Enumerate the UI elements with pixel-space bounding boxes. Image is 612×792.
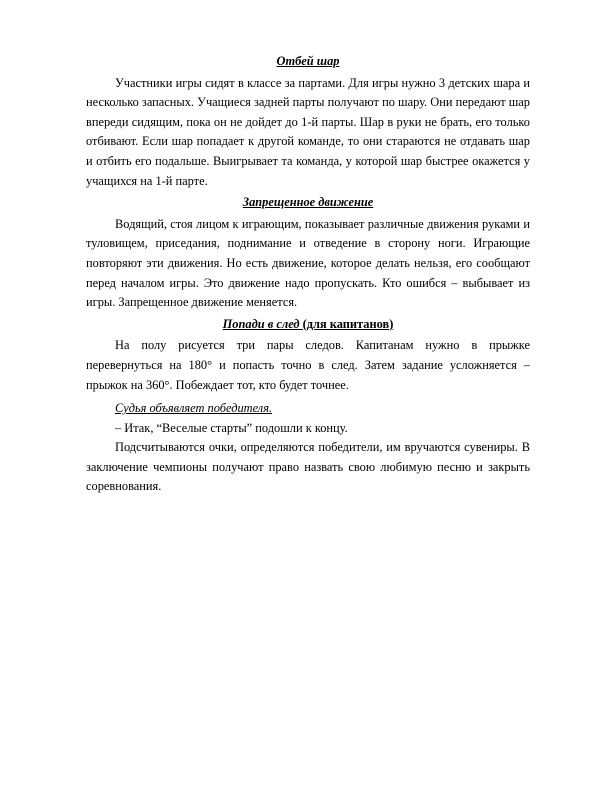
judge-announcement: Судья объявляет победителя. <box>115 401 273 416</box>
section-paragraph-otbey-shar: Участники игры сидят в классе за партами. Для игры нужно 3 детских шара и несколько запасных. Учащиеся задней парты получают по шару. Они передают шар впереди сидящим, пока он не дойдет до 1-й парты. Шар в руки не брать, его только отбивают. Если шар попадает к другой команде, то они стараются не отдавать шар и отбить его подальше. Выигрывает та команда, у которой шар быстрее окажется у учащихся на 1-й парте. <box>86 75 530 188</box>
section-title-zapreshchennoe-dvizhenie <box>86 193 530 213</box>
section-paragraph-popadi-v-sled: На полу рисуется три пары следов. Капитанам нужно в прыжке перевернуться на 180° и попасть точно в след. Затем задание усложняется – прыжок на 360°. Побеждает тот, кто будет точнее. <box>86 338 530 392</box>
section-title-suffix: (для капитанов) <box>299 316 394 331</box>
section-title-text: Отбей шар <box>276 54 340 68</box>
closing-dialog-line: – Итак, “Веселые старты” подошли к концу. <box>115 420 348 435</box>
section-title-otbey-shar <box>86 52 530 72</box>
document-page <box>86 52 530 497</box>
section-paragraph-zapreshchennoe-dvizhenie: Водящий, стоя лицом к играющим, показывает различные движения руками и туловищем, приседания, поднимание и отведение в сторону ноги. Играющие повторяют эти движения. Но есть движение, которое делать нельзя, его сообщают перед началом игры. Это движение надо пропускать. Кто ошибся – выбывает из игры. Запрещенное движение меняется. <box>86 216 530 310</box>
section-title-text: Запрещенное движение <box>242 195 374 210</box>
section-title-popadi-v-sled <box>86 315 530 335</box>
closing-paragraph: Подсчитываются очки, определяются победители, им вручаются сувениры. В заключение чемпионы получают право назвать свою любимую песню и закрыть соревнования. <box>86 440 530 494</box>
section-title-text: Попади в след <box>222 316 300 331</box>
